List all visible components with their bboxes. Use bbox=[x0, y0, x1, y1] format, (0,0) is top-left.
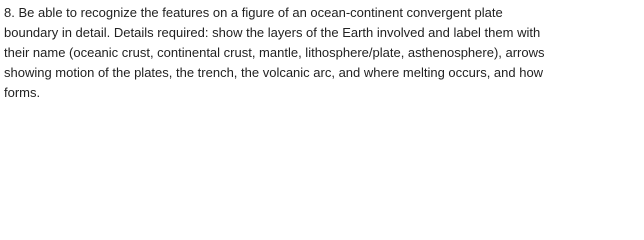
question-line-3: their name (oceanic crust, continental crust, mantle, lithosphere/plate, asthenosphere), arrows bbox=[4, 45, 545, 60]
question-line-2: boundary in detail. Details required: show the layers of the Earth involved and label them with bbox=[4, 25, 541, 40]
question-text bbox=[4, 3, 644, 103]
question-line-5: forms. bbox=[4, 85, 41, 100]
question-line-1: 8. Be able to recognize the features on a figure of an ocean-continent convergent plate bbox=[4, 5, 503, 20]
question-line-4: showing motion of the plates, the trench, the volcanic arc, and where melting occurs, and how bbox=[4, 65, 544, 80]
